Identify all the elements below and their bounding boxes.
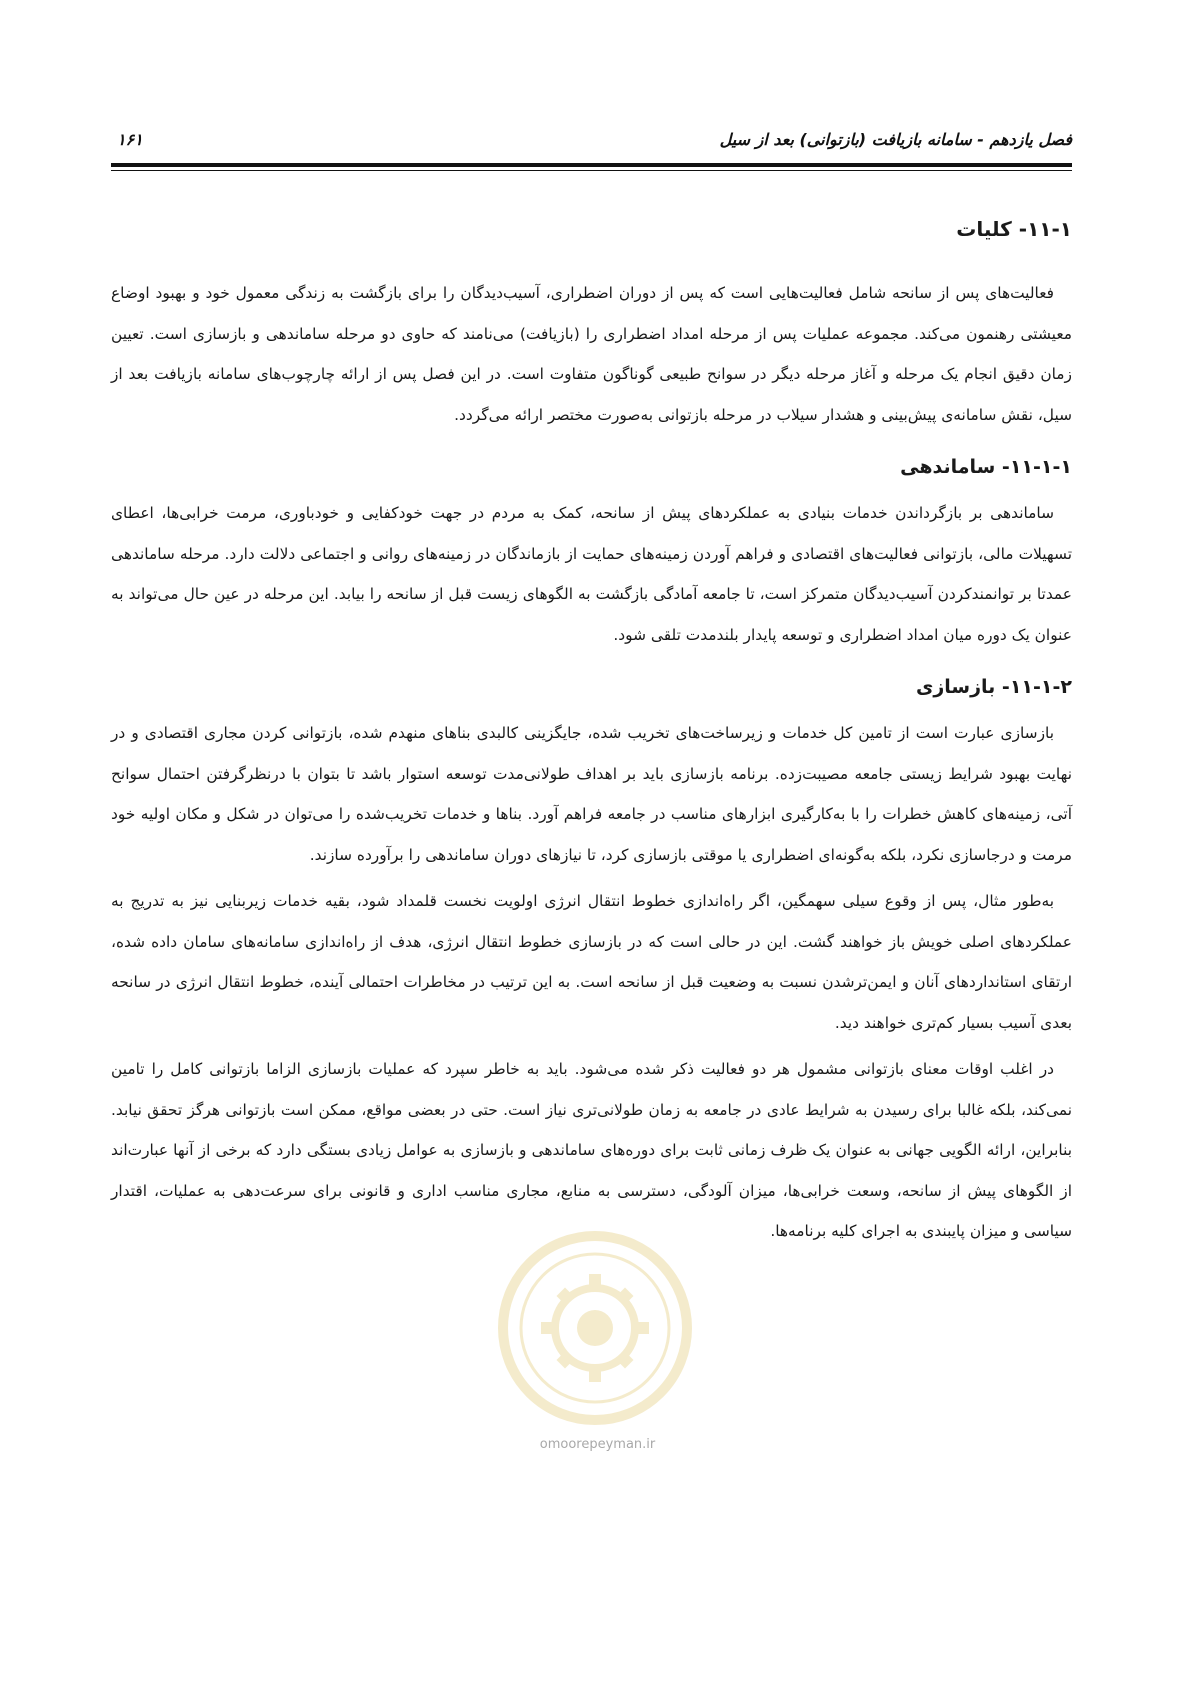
subsection-paragraph: در اغلب اوقات معنای بازتوانی مشمول هر دو فعالیت ذکر شده می‌شود. باید به خاطر سپرد که عملیات بازسازی الزاما بازتوانی کامل را تامین نمی‌کند، بلکه غالبا برای رسیدن به شرایط عادی در جامعه به زمان طولانی‌تری نیاز است. حتی در بعضی مواقع، ممکن است بازتوانی هرگز تحقق نیابد. بنابراین، ارائه الگویی جهانی به عنوان یک ظرف زمانی ثابت برای دوره‌های ساماندهی و بازسازی به عوامل زیادی بستگی دارد که برخی از آنها عبارت‌اند از الگوهای پیش از سانحه، وسعت خرابی‌ها، میزان آلودگی، دسترسی به منابع، مجاری مناسب اداری و قانونی برای سرعت‌دهی به عملیات، اقتدار سیاسی و میزان پایبندی به اجرای کلیه برنامه‌ها. bbox=[111, 1060, 1072, 1240]
chapter-title: فصل یازدهم - سامانه بازیافت (بازتوانی) بعد از سیل bbox=[719, 130, 1072, 149]
subsection-paragraph: به‌طور مثال، پس از وقوع سیلی سهمگین، اگر راه‌اندازی خطوط انتقال انرژی اولویت نخست قلمداد شود، بقیه خدمات زیربنایی نیز به تدریج به عملکردهای اصلی خویش باز خواهند گشت. این در حالی است که در بازسازی خطوط انتقال انرژی، هدف از راه‌اندازی سامانه‌های سامان داده شده، ارتقای استانداردهای آنان و ایمن‌ترشدن نسبت به وضعیت قبل از سانحه است. به این ترتیب در مخاطرات احتمالی آینده، خطوط انتقال انرژی در سانحه بعدی آسیب بسیار کم‌تری خواهند دید. bbox=[111, 892, 1072, 1032]
page-number: ۱۶۱ bbox=[117, 130, 143, 149]
page-content bbox=[111, 215, 1072, 1258]
watermark-seal-icon bbox=[495, 1228, 695, 1428]
header-divider-thin bbox=[111, 170, 1072, 171]
section-heading: ۱۱-۱- کلیات bbox=[956, 217, 1072, 241]
watermark-caption: omoorepeyman.ir bbox=[539, 1437, 656, 1452]
subsection-heading-organizing: ۱۱-۱-۱- ساماندهی bbox=[900, 456, 1072, 478]
page-header bbox=[111, 128, 1072, 154]
subsection-paragraph: ساماندهی بر بازگرداندن خدمات بنیادی به عملکردهای پیش از سانحه، کمک به مردم در جهت خودکفایی و خودباوری، مرمت خرابی‌ها، اعطای تسهیلات مالی، بازتوانی فعالیت‌های اقتصادی و فراهم آوردن زمینه‌های حمایت از بازماندگان در زمینه‌های روانی و اجتماعی دلالت دارد. مرحله ساماندهی عمدتا بر توانمندکردن آسیب‌دیدگان متمرکز است، تا جامعه آمادگی بازگشت به الگوهای زیست قبل از سانحه را بیابد. این مرحله در عین حال می‌تواند به عنوان یک دوره میان امداد اضطراری و توسعه پایدار بلندمدت تلقی شود. bbox=[111, 504, 1072, 644]
subsection-paragraph: بازسازی عبارت است از تامین کل خدمات و زیرساخت‌های تخریب شده، جایگزینی کالبدی بناهای منهدم شده، بازتوانی کردن مجاری اقتصادی و در نهایت بهبود شرایط زیستی جامعه مصیبت‌زده. برنامه بازسازی باید بر اهداف طولانی‌مدت توسعه استوار باشد تا بتوان با درنظرگرفتن احتمال سوانح آتی، زمینه‌های کاهش خطرات را با به‌کارگیری ابزارهای مناسب در جامعه فراهم آورد. بناها و خدمات تخریب‌شده را می‌توان در شکل و مکان اولیه خود مرمت و درجاسازی نکرد، بلکه به‌گونه‌ای اضطراری یا موقتی بازسازی کرد، تا نیازهای دوران ساماندهی را برآورده سازند. bbox=[111, 724, 1072, 864]
header-divider-thick bbox=[111, 163, 1072, 167]
subsection-heading-reconstruction: ۱۱-۱-۲- بازسازی bbox=[915, 676, 1072, 698]
section-paragraph: فعالیت‌های پس از سانحه شامل فعالیت‌هایی است که پس از دوران اضطراری، آسیب‌دیدگان را برای بازگشت به زندگی معمول خود و بهبود اوضاع معیشتی رهنمون می‌کند. مجموعه عملیات پس از مرحله امداد اضطراری را (بازیافت) می‌نامند که حاوی دو مرحله ساماندهی و بازسازی است. تعیین زمان دقیق انجام یک مرحله و آغاز مرحله دیگر در سوانح طبیعی گوناگون متفاوت است. در این فصل پس از ارائه چارچوب‌های سامانه بازیافت بعد از سیل، نقش سامانه‌ی پیش‌بینی و هشدار سیلاب در مرحله بازتوانی به‌صورت مختصر ارائه می‌گردد. bbox=[111, 284, 1072, 424]
